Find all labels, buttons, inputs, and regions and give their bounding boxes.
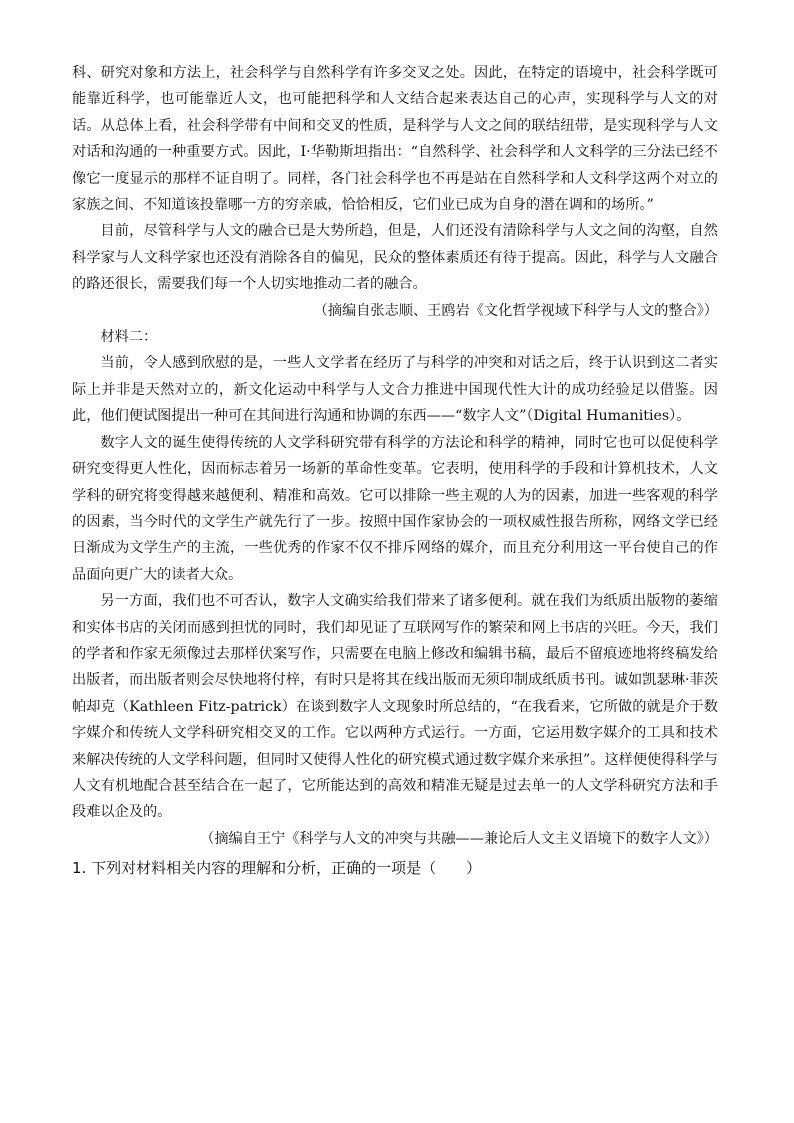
source-citation: （摘编自张志顺、王鸥岩《文化哲学视域下科学与人文的整合》） (313, 302, 718, 319)
paragraph: 目前，尽管科学与人文的融合已是大势所趋，但是，人们还没有清除科学与人文之间的沟壑，自然科学家与人文科学家也还没有消除各自的偏见，民众的整体素质还有待于提高。因此，科学与人文融合的路还很长，需要我们每一个人切实地推动二者的融合。 (72, 223, 718, 293)
source-citation: （摘编自王宁《科学与人文的冲突与共融——兼论后人文主义语境下的数字人文》） (200, 830, 718, 847)
paragraph: 当前，令人感到欣慰的是，一些人文学者在经历了与科学的冲突和对话之后，终于认识到这二者实际上并非是天然对立的，新文化运动中科学与人文合力推进中国现代性大计的成功经验足以借鉴。因此，他们便试图提出一种可在其间进行沟通和协调的东西——“数字人文”（Digital Humanities）。 (72, 355, 718, 425)
paragraph: 数字人文的诞生使得传统的人文学科研究带有科学的方法论和科学的精神，同时它也可以促使科学研究变得更人性化，因而标志着另一场新的革命性变革。它表明，使用科学的手段和计算机技术，人文学科的研究将变得越来越便利、精准和高效。它可以排除一些主观的人为的因素，加进一些客观的科学的因素，当今时代的文学生产就先行了一步。按照中国作家协会的一项权威性报告所称，网络文学已经日渐成为文学生产的主流，一些优秀的作家不仅不排斥网络的媒介，而且充分利用这一平台使自己的作品面向更广大的读者大众。 (72, 434, 718, 583)
paragraph: 另一方面，我们也不可否认，数字人文确实给我们带来了诸多便利。就在我们为纸质出版物的萎缩和实体书店的关闭而感到担忧的同时，我们却见证了互联网写作的繁荣和网上书店的兴旺。今天，我们的学者和作家无须像过去那样伏案写作，只需要在电脑上修改和编辑书稿，最后不留痕迹地将终稿发给出版者，而出版者则会尽快地将付梓，有时只是将其在线出版而无须印制成纸质书刊。诚如凯瑟琳·菲茨帕却克（Kathleen Fitz-patrick）在谈到数字人文现象时所总结的，“在我看来，它所做的就是介于数字媒介和传统人文学科研究相交叉的工作。它以两种方式运行。一方面，它运用数字媒介的工具和技术来解决传统的人文学科问题，但同时又使得人性化的研究模式通过数字媒介来承担”。这样便使得科学与人文有机地配合甚至结合在一起了，它所能达到的高效和精准无疑是过去单一的人文学科研究方法和手段难以企及的。 (72, 593, 718, 821)
document-content (72, 60, 718, 882)
material-label: 材料二： (100, 329, 158, 346)
question-stem: 1. 下列对材料相关内容的理解和分析，正确的一项是（ ） (72, 859, 482, 878)
paragraph-continuation: 科、研究对象和方法上，社会科学与自然科学有许多交叉之处。因此，在特定的语境中，社会科学既可能靠近科学，也可能靠近人文，也可能把科学和人文结合起来表达自己的心声，实现科学与人文的对话。从总体上看，社会科学带有中间和交叉的性质，是科学与人文之间的联结纽带，是实现科学与人文对话和沟通的一种重要方式。因此，I·华勒斯坦指出：“自然科学、社会科学和人文科学的三分法已经不像它一度显示的那样不证自明了。同样，各门社会科学也不再是站在自然科学和人文科学这两个对立的家族之间、不知道该投靠哪一方的穷亲戚，恰恰相反，它们业已成为自身的潜在调和的场所。” (72, 65, 718, 214)
